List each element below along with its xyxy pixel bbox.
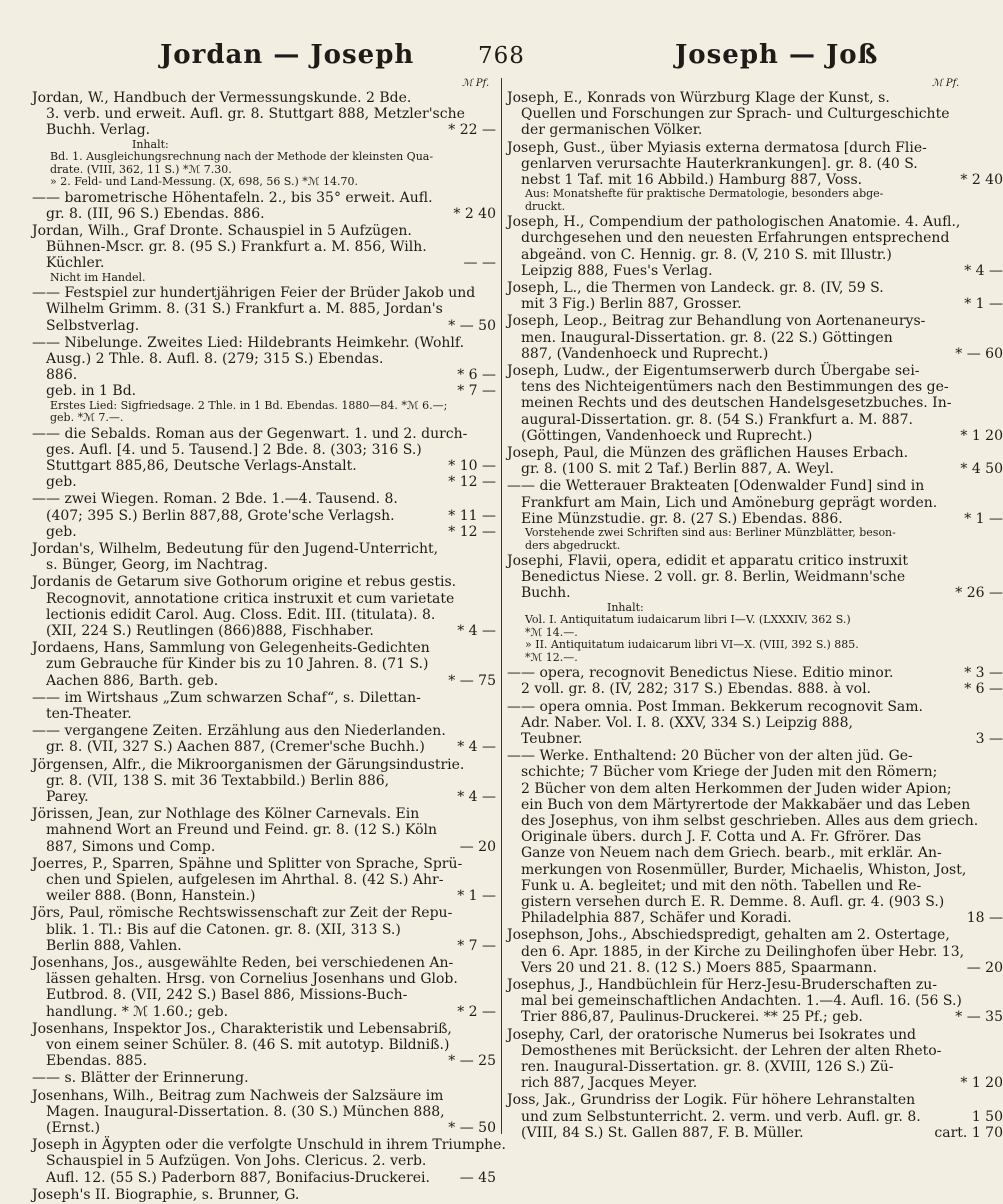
bibliography-entry [32, 1137, 506, 1186]
entry-line: Aufl. 12. (55 S.) Paderborn 887, Bonifacius-Druckerei. [46, 1169, 430, 1186]
entry-line: Adr. Naber. Vol. I. 8. (XXV, 334 S.) Leipzig 888, [521, 714, 853, 731]
entry-note: Erstes Lied: Sigfriedsage. 2 Thle. in 1 Bd. Ebendas. 1880—84. *ℳ 6.—; [50, 398, 448, 412]
entry-line: Eine Münzstudie. gr. 8. (27 S.) Ebendas. 886. [521, 510, 843, 527]
price: * 10 — [448, 457, 496, 474]
entry-line: Philadelphia 887, Schäfer und Koradi. [521, 910, 792, 927]
entry-line: gr. 8. (VII, 327 S.) Aachen 887, (Cremer'sche Buchh.) [46, 739, 425, 756]
entry-line: und zum Selbstunterricht. 2. verm. und verb. Aufl. gr. 8. [521, 1108, 921, 1125]
entry-line: mit 3 Fig.) Berlin 887, Grosser. [521, 296, 742, 313]
entry-line: der germanischen Völker. [521, 122, 703, 139]
entry-line: gr. 8. (100 S. mit 2 Taf.) Berlin 887, A. Weyl. [521, 461, 834, 478]
entry-line: 2 Bücher von dem alten Herkommen der Juden wider Apion; [521, 780, 952, 797]
entry-line: Aachen 886, Barth. geb. [46, 672, 219, 689]
entry-heading-line: Jordan's, Wilhelm, Bedeutung für den Jugend-Unterricht, [32, 540, 439, 557]
entry-heading-line: Jörissen, Jean, zur Nothlage des Kölner Carnevals. Ein [32, 806, 420, 823]
column-divider [501, 78, 502, 1134]
price: * 4 50 [960, 461, 1003, 478]
entry-note: ders abgedruckt. [525, 538, 621, 552]
entry-line: den 6. Apr. 1885, in der Kirche zu Deilinghofen über Hebr. 13, [521, 943, 965, 960]
bibliography-entry [507, 313, 1003, 362]
entry-note: » 2. Feld- und Land-Messung. (X, 698, 56 S.) *ℳ 14.70. [50, 175, 358, 189]
entry-line: des Josephus, von ihm selbst geschrieben. Alles aus dem griech. [521, 813, 979, 830]
entry-line: Vers 20 und 21. 8. (12 S.) Moers 885, Spaarmann. [521, 959, 877, 976]
entry-heading-line: Josephy, Carl, der oratorische Numerus bei Isokrates und [507, 1026, 916, 1043]
bibliography-entry [507, 280, 1003, 313]
price: * 1 20 [960, 427, 1003, 444]
entry-heading-line: Joseph, Ludw., der Eigentumserwerb durch Übergabe sei- [507, 363, 920, 380]
price: * 3 — [964, 665, 1003, 682]
entry-note: Inhalt: [132, 137, 169, 151]
entry-line: 3. verb. und erweit. Aufl. gr. 8. Stuttgart 888, Metzler'sche [46, 106, 465, 123]
bibliography-entry [32, 806, 496, 855]
entry-line: ein Buch von dem Märtyrertode der Makkabäer und das Leben [521, 796, 971, 813]
entry-line: Wilhelm Grimm. 8. (31 S.) Frankfurt a. M. 885, Jordan's [46, 301, 443, 318]
entry-line: blik. 1. Tl.: Bis auf die Catonen. gr. 8. (XII, 313 S.) [46, 921, 401, 938]
column-right [507, 90, 1003, 1142]
bibliography-entry [32, 757, 496, 806]
price: * 2 40 [960, 172, 1003, 188]
entry-heading-line: Josenhans, Inspektor Jos., Charakteristik und Lebensabriß, [32, 1020, 452, 1037]
price: * 22 — [448, 122, 496, 139]
entry-line: 2 voll. gr. 8. (IV, 282; 317 S.) Ebendas. 888. à vol. [521, 681, 872, 698]
entry-heading-line: Josephson, Johs., Abschiedspredigt, gehalten am 2. Ostertage, [507, 927, 950, 944]
entry-line: Quellen und Forschungen zur Sprach- und Culturgeschichte [521, 106, 950, 123]
entry-heading-line: —— die Wetterauer Brakteaten [Odenwalder Fund] sind in [507, 478, 925, 495]
entry-line: augural-Dissertation. gr. 8. (54 S.) Frankfurt a. M. 887. [521, 411, 913, 428]
price: * 1 20 [960, 1075, 1003, 1092]
price: * 26 — [955, 585, 1003, 602]
entry-line: Frankfurt am Main, Lich und Amöneburg geprägt worden. [521, 494, 938, 511]
price: * 12 — [448, 523, 496, 540]
entry-heading-line: Jordan, W., Handbuch der Vermessungskunde. 2 Bde. [32, 90, 412, 106]
entry-line: Originale übers. durch J. F. Cotta und A. Fr. Gfrörer. Das [521, 829, 922, 846]
entry-line: merkungen von Rosenmüller, Burder, Michaelis, Whiston, Jost, [521, 861, 967, 878]
entry-line: Buchh. [521, 585, 571, 602]
bibliography-entry [32, 285, 496, 334]
entry-line: Bühnen-Mscr. gr. 8. (95 S.) Frankfurt a. M. 856, Wilh. [46, 239, 427, 256]
entry-note: Vorstehende zwei Schriften sind aus: Berliner Münzblätter, beson- [525, 526, 896, 540]
entry-heading-line: Joseph, Leop., Beitrag zur Behandlung von Aortenaneurys- [507, 313, 926, 330]
entry-line: durchgesehen und den neuesten Erfahrungen entsprechend [521, 230, 950, 247]
entry-heading-line: —— vergangene Zeiten. Erzählung aus den Niederlanden. [32, 723, 446, 740]
entry-heading-line: Joseph's II. Biographie, s. Brunner, G. [32, 1186, 300, 1203]
price: * — 50 [448, 317, 496, 334]
entry-line: geb. [46, 474, 77, 491]
bibliography-entry [507, 665, 1003, 698]
entry-line: (407; 395 S.) Berlin 887,88, Grote'sche Verlagsh. [46, 507, 395, 524]
price: * 2 40 [453, 205, 496, 222]
entry-line: gr. 8. (III, 96 S.) Ebendas. 886. [46, 205, 265, 222]
price: * 1 — [457, 888, 496, 905]
bibliography-entry [32, 640, 496, 689]
bibliography-entry [32, 223, 496, 284]
entry-heading-line: Josephi, Flavii, opera, edidit et apparatu critico instruxit [507, 553, 908, 570]
entry-line: s. Bünger, Georg, im Nachtrag. [46, 557, 268, 574]
entry-note: geb. *ℳ 7.—. [50, 411, 124, 425]
bibliography-entry [32, 190, 496, 222]
price: * 4 — [964, 262, 1003, 279]
entry-line: lectionis edidit Carol. Aug. Closs. Edit. III. (titulata). 8. [46, 606, 436, 623]
page-number: 768 [478, 43, 525, 69]
price: — 20 [966, 959, 1003, 976]
price: * 1 — [964, 510, 1003, 527]
bibliography-entry [507, 1092, 1003, 1141]
entry-line: Teubner. [521, 731, 583, 747]
price: 18 — [966, 910, 1003, 927]
entry-heading-line: Joseph, Gust., über Myiasis externa dermatosa [durch Flie- [507, 139, 927, 156]
price: * 1 — [964, 296, 1003, 313]
bibliography-entry [32, 541, 496, 573]
entry-line: 887, Simons und Comp. [46, 838, 216, 855]
bibliography-entry [507, 90, 959, 139]
entry-line: Schauspiel in 5 Aufzügen. Von Johs. Clericus. 2. verb. [46, 1153, 427, 1170]
entry-line: ren. Inaugural-Dissertation. gr. 8. (XVIII, 126 S.) Zü- [521, 1059, 894, 1076]
entry-note: *ℳ 14.—. [525, 625, 578, 639]
entry-note: » II. Antiquitatum iudaicarum libri VI—X. (VIII, 392 S.) 885. [525, 638, 859, 652]
price: * 4 — [457, 622, 496, 639]
entry-line: (Ernst.) [46, 1120, 101, 1137]
bibliography-entry [507, 927, 1003, 976]
price: * 4 — [457, 739, 496, 756]
entry-line: Selbstverlag. [46, 317, 140, 334]
entry-heading-line: —— barometrische Höhentafeln. 2., bis 35° erweit. Aufl. [32, 189, 433, 206]
entry-line: Leipzig 888, Fues's Verlag. [521, 262, 713, 279]
price: — — [463, 255, 496, 272]
price: * — 35 [955, 1009, 1003, 1026]
price: * 12 — [448, 474, 496, 491]
price: 1 50 [971, 1108, 1003, 1125]
entry-heading-line: Jordaens, Hans, Sammlung von Gelegenheits-Gedichten [32, 640, 430, 657]
entry-line: Stuttgart 885,86, Deutsche Verlags-Anstalt. [46, 457, 357, 474]
entry-line: (Göttingen, Vandenhoeck und Ruprecht.) [521, 427, 813, 444]
entry-heading-line: —— Nibelunge. Zweites Lied: Hildebrants Heimkehr. (Wohlf. [32, 334, 465, 351]
entry-heading-line: —— s. Blätter der Erinnerung. [32, 1070, 249, 1087]
entry-line: Funk u. A. begleitet; und mit den nöth. Tabellen und Re- [521, 877, 922, 894]
price: * 7 — [457, 383, 496, 400]
entry-line: geb. in 1 Bd. [46, 383, 137, 400]
bibliography-entry [507, 363, 1003, 444]
price: * 2 — [457, 1003, 496, 1020]
entry-line: Ebendas. 885. [46, 1053, 148, 1070]
entry-heading-line: Joss, Jak., Grundriss der Logik. Für höhere Lehranstalten [507, 1092, 916, 1109]
entry-line: Trier 886,87, Paulinus-Druckerei. ** 25 Pf.; geb. [521, 1009, 863, 1026]
price: * — 25 [448, 1053, 496, 1070]
entry-line: Berlin 888, Vahlen. [46, 937, 182, 954]
entry-line: handlung. * ℳ 1.60.; geb. [46, 1003, 229, 1020]
entry-line: Recognovit, annotatione critica instruxit et cum varietate [46, 590, 455, 607]
price: * 7 — [457, 937, 496, 954]
entry-heading-line: Joseph, Paul, die Münzen des gräflichen Hauses Erbach. [507, 445, 909, 462]
entry-heading-line: —— im Wirtshaus „Zum schwarzen Schaf“, s. Dilettan- [32, 689, 421, 706]
entry-line: 887, (Vandenhoeck und Ruprecht.) [521, 345, 769, 362]
bibliography-entry [32, 955, 496, 1020]
entry-heading-line: —— die Sebalds. Roman aus der Gegenwart. 1. und 2. durch- [32, 425, 468, 442]
entry-note: druckt. [525, 199, 566, 213]
price: * — 75 [448, 672, 496, 689]
bibliography-entry [32, 335, 496, 425]
price: * 6 — [457, 367, 496, 384]
entry-line: nebst 1 Taf. mit 16 Abbild.) Hamburg 887, Voss. [521, 172, 863, 189]
entry-line: zum Gebrauche für Kinder bis zu 10 Jahren. 8. (71 S.) [46, 656, 429, 673]
bibliography-entry [507, 139, 1003, 214]
entry-heading-line: Joseph, L., die Thermen von Landeck. gr. 8. (IV, 59 S. [507, 280, 884, 297]
entry-line: (VIII, 84 S.) St. Gallen 887, F. B. Müller. [521, 1124, 804, 1141]
entry-line: genlarven verursachte Hauterkrankungen]. gr. 8. (40 S. [521, 155, 918, 172]
bibliography-entry [507, 748, 1003, 927]
entry-line: Parey. [46, 789, 89, 806]
entry-line: men. Inaugural-Dissertation. gr. 8. (22 S.) Göttingen [521, 329, 893, 346]
bibliography-entry [507, 977, 1003, 1026]
bibliography-entry [507, 553, 1003, 664]
entry-line: Buchh. Verlag. [46, 122, 151, 139]
bibliography-entry [32, 856, 496, 905]
entry-line: schichte; 7 Bücher vom Kriege der Juden mit den Römern; [521, 764, 938, 781]
running-header-right: Joseph — Joß [675, 40, 879, 70]
entry-line: geb. [46, 523, 77, 540]
bibliography-entry [32, 1021, 496, 1070]
entry-heading-line: —— zwei Wiegen. Roman. 2 Bde. 1.—4. Tausend. 8. [32, 491, 398, 508]
entry-note: drate. (VIII, 362, 11 S.) *ℳ 7.30. [50, 162, 232, 176]
entry-heading-line: Jörgensen, Alfr., die Mikroorganismen der Gärungsindustrie. [32, 756, 465, 773]
price: cart. 1 70 [934, 1124, 1003, 1141]
entry-heading-line: Jordanis de Getarum sive Gothorum origine et rebus gestis. [32, 574, 457, 591]
price: * — 50 [448, 1120, 496, 1137]
bibliography-entry [32, 905, 496, 954]
entry-line: Ausg.) 2 Thle. 8. Aufl. 8. (279; 315 S.) Ebendas. [46, 350, 384, 367]
entry-note: Bd. 1. Ausgleichungsrechnung nach der Methode der kleinsten Qua- [50, 150, 434, 164]
bibliography-entry [507, 445, 1003, 478]
entry-line: 886. [46, 367, 78, 384]
price: * — 60 [955, 345, 1003, 362]
bibliography-entry [32, 1088, 496, 1137]
bibliography-entry [507, 214, 1003, 279]
entry-line: meinen Rechts und des deutschen Handelsgesetzbuches. In- [521, 395, 952, 412]
entry-line: tens des Nichteigentümers nach den Bestimmungen des ge- [521, 379, 949, 396]
price: * 11 — [448, 507, 496, 524]
bibliography-entry [32, 426, 496, 491]
entry-heading-line: Jörs, Paul, römische Rechtswissenschaft zur Zeit der Repu- [32, 905, 453, 922]
bibliography-entry [32, 1187, 496, 1203]
price: — 45 [459, 1169, 496, 1186]
entry-line: (XII, 224 S.) Reutlingen (866)888, Fischhaber. [46, 622, 374, 639]
entry-heading-line: Josenhans, Wilh., Beitrag zum Nachweis der Salzsäure im [32, 1087, 444, 1104]
entry-note: Inhalt: [607, 600, 644, 614]
bibliography-entry [32, 574, 496, 639]
bibliography-entry [32, 491, 496, 540]
entry-line: Benedictus Niese. 2 voll. gr. 8. Berlin, Weidmann'sche [521, 569, 906, 586]
entry-heading-line: —— opera omnia. Post Imman. Bekkerum recognovit Sam. [507, 698, 923, 715]
entry-line: ten-Theater. [46, 706, 132, 722]
entry-line: Eutbrod. 8. (VII, 242 S.) Basel 886, Missions-Buch- [46, 987, 408, 1004]
price: * 6 — [964, 681, 1003, 698]
entry-line: gistern versehen durch E. R. Demme. 8. Aufl. gr. 4. (903 S.) [521, 894, 945, 911]
entry-heading-line: Joseph, H., Compendium der pathologischen Anatomie. 4. Aufl., [507, 214, 961, 231]
price: 3 — [975, 730, 1003, 747]
entry-heading-line: —— Werke. Enthaltend: 20 Bücher von der alten jüd. Ge- [507, 748, 913, 765]
entry-line: lässen gehalten. Hrsg. von Cornelius Josenhans und Glob. [46, 971, 458, 988]
entry-line: Demosthenes mit Berücksicht. der Lehren der alten Rheto- [521, 1042, 942, 1059]
bibliography-entry [32, 1070, 496, 1086]
entry-note: Aus: Monatshefte für praktische Dermatologie, besonders abge- [525, 187, 884, 201]
entry-line: Magen. Inaugural-Dissertation. 8. (30 S.) München 888, [46, 1103, 445, 1120]
bibliography-entry [507, 698, 1003, 748]
entry-line: Ganze von Neuem nach dem Griech. bearb., mit erklär. An- [521, 845, 942, 862]
entry-heading-line: Josephus, J., Handbüchlein für Herz-Jesu-Bruderschaften zu- [507, 977, 938, 994]
entry-note: *ℳ 12.—. [525, 650, 578, 664]
entry-line: ges. Aufl. [4. und 5. Tausend.] 2 Bde. 8. (303; 316 S.) [46, 441, 422, 458]
entry-line: Küchler. [46, 255, 105, 272]
price: * 4 — [457, 789, 496, 805]
currency-header-left: ℳ Pf. [462, 78, 490, 89]
entry-line: rich 887, Jacques Meyer. [521, 1075, 698, 1092]
entry-note: Vol. I. Antiquitatum iudaicarum libri I—V. (LXXXIV, 362 S.) [525, 613, 851, 627]
entry-line: gr. 8. (VII, 138 S. mit 36 Textabbild.) Berlin 886, [46, 772, 390, 789]
entry-heading-line: —— Festspiel zur hundertjährigen Feier der Brüder Jakob und [32, 285, 476, 302]
entry-heading-line: Josenhans, Jos., ausgewählte Reden, bei verschiedenen An- [32, 955, 454, 972]
entry-heading-line: Jordan, Wilh., Graf Dronte. Schauspiel in 5 Aufzügen. [32, 223, 412, 240]
entry-line: mahnend Wort an Freund und Feind. gr. 8. (12 S.) Köln [46, 822, 438, 839]
entry-line: abgeänd. von C. Hennig. gr. 8. (V, 210 S. mit Illustr.) [521, 246, 892, 263]
currency-header-right: ℳ Pf. [932, 78, 960, 89]
entry-line: von einem seiner Schüler. 8. (46 S. mit autotyp. Bildniß.) [46, 1037, 450, 1054]
entry-line: weiler 888. (Bonn, Hanstein.) [46, 888, 256, 905]
entry-heading-line: —— opera, recognovit Benedictus Niese. Editio minor. [507, 665, 894, 682]
entry-line: mal bei gemeinschaftlichen Andachten. 1.—4. Aufl. 16. (56 S.) [521, 993, 962, 1010]
bibliography-entry [507, 478, 1003, 552]
price: — 20 [459, 838, 496, 855]
entry-heading-line: Joseph, E., Konrads von Würzburg Klage der Kunst, s. [507, 90, 890, 106]
entry-line: chen und Spielen, aufgelesen im Ahrthal. 8. (42 S.) Ahr- [46, 872, 444, 889]
bibliography-entry [32, 723, 496, 755]
entry-note: Nicht im Handel. [50, 270, 146, 284]
column-left [32, 90, 506, 1204]
bibliography-entry [32, 90, 496, 189]
entry-heading-line: Joerres, P., Sparren, Spähne und Splitter von Sprache, Sprü- [32, 855, 463, 872]
entry-heading-line: Joseph in Ägypten oder die verfolgte Unschuld in ihrem Triumphe. [32, 1137, 506, 1154]
bibliography-entry [507, 1026, 1003, 1092]
bibliography-entry [32, 690, 496, 722]
running-header-left: Jordan — Joseph [160, 40, 415, 70]
